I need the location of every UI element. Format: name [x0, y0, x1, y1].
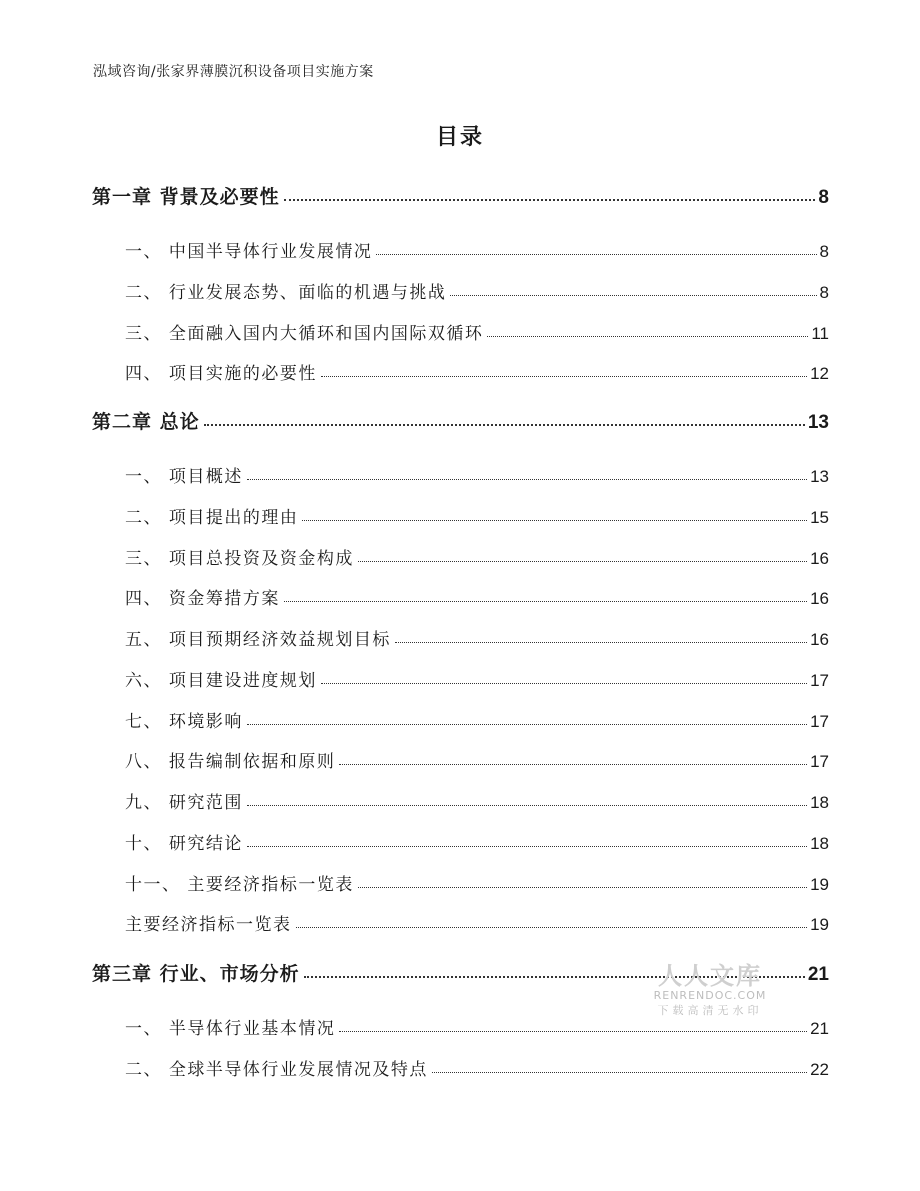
leader-dots	[302, 519, 807, 521]
toc-entry-page: 18	[810, 834, 829, 853]
toc-entry-2-table[interactable]	[125, 910, 829, 935]
toc-entry-label: 二、 项目提出的理由	[125, 508, 299, 528]
toc-entry-label: 三、 项目总投资及资金构成	[125, 549, 354, 569]
toc-entry-label: 二、 行业发展态势、面临的机遇与挑战	[125, 283, 447, 303]
toc-entry-page: 13	[810, 467, 829, 486]
leader-dots	[395, 641, 807, 643]
leader-dots	[296, 926, 808, 928]
toc-entry-page: 22	[810, 1060, 829, 1079]
toc-entry-1-2[interactable]	[125, 278, 829, 303]
leader-dots	[204, 423, 805, 426]
toc-entry-2-9[interactable]	[125, 788, 829, 813]
toc-entry-page: 8	[819, 242, 829, 261]
toc-entry-2-3[interactable]	[125, 544, 829, 569]
leader-dots	[450, 294, 816, 296]
toc-entry-label: 第一章 背景及必要性	[92, 186, 280, 208]
toc-entry-2-7[interactable]	[125, 707, 829, 732]
toc-entry-label: 主要经济指标一览表	[125, 915, 292, 935]
toc-entry-label: 第三章 行业、市场分析	[92, 963, 300, 985]
watermark-logo-text: 人人文库	[658, 962, 762, 990]
toc-entry-label: 四、 项目实施的必要性	[125, 364, 317, 384]
watermark	[640, 956, 780, 1018]
toc-entry-label: 四、 资金筹措方案	[125, 589, 280, 609]
toc-entry-page: 16	[810, 630, 829, 649]
watermark-tagline: 下载高清无水印	[657, 1004, 763, 1017]
toc-entry-2-6[interactable]	[125, 666, 829, 691]
leader-dots	[247, 723, 807, 725]
toc-entry-label: 九、 研究范围	[125, 793, 243, 813]
toc-entry-2-1[interactable]	[125, 462, 829, 487]
toc-entry-page: 17	[810, 752, 829, 771]
toc-entry-chapter-1[interactable]	[92, 182, 829, 209]
toc-entry-2-8[interactable]	[125, 747, 829, 772]
watermark-site: RENRENDOC.COM	[653, 989, 767, 1002]
toc-entry-chapter-2[interactable]	[92, 407, 829, 434]
toc-entry-label: 二、 全球半导体行业发展情况及特点	[125, 1060, 428, 1080]
toc-entry-page: 21	[807, 964, 829, 985]
toc-entry-page: 15	[810, 508, 829, 527]
toc-entry-label: 八、 报告编制依据和原则	[125, 752, 336, 772]
toc-entry-1-4[interactable]	[125, 359, 829, 384]
toc-entry-page: 19	[810, 875, 829, 894]
toc-entry-2-2[interactable]	[125, 503, 829, 528]
toc-entry-2-5[interactable]	[125, 625, 829, 650]
toc-entry-page: 21	[810, 1019, 829, 1038]
toc-entry-label: 六、 项目建设进度规划	[125, 671, 317, 691]
toc-entry-page: 19	[810, 915, 829, 934]
toc-entry-2-10[interactable]	[125, 829, 829, 854]
leader-dots	[339, 763, 807, 765]
toc-entry-label: 一、 中国半导体行业发展情况	[125, 242, 373, 262]
leader-dots	[284, 198, 816, 201]
toc-entry-page: 11	[811, 324, 829, 343]
toc-entry-1-3[interactable]	[125, 319, 829, 344]
toc-entry-2-4[interactable]	[125, 584, 829, 609]
leader-dots	[432, 1071, 807, 1073]
toc-entry-label: 第二章 总论	[92, 411, 200, 433]
toc-entry-label: 三、 全面融入国内大循环和国内国际双循环	[125, 324, 484, 344]
leader-dots	[247, 478, 807, 480]
leader-dots	[358, 560, 807, 562]
toc-entry-page: 17	[810, 671, 829, 690]
toc-entry-label: 十一、 主要经济指标一览表	[125, 875, 354, 895]
toc-entry-label: 七、 环境影响	[125, 712, 243, 732]
toc-entry-2-11[interactable]	[125, 870, 829, 895]
toc-entry-label: 十、 研究结论	[125, 834, 243, 854]
toc-entry-label: 一、 项目概述	[125, 467, 243, 487]
toc-entry-page: 8	[819, 283, 829, 302]
leader-dots	[321, 375, 807, 377]
leader-dots	[247, 804, 807, 806]
toc-title: 目录	[435, 125, 484, 150]
leader-dots	[487, 335, 808, 337]
toc-entry-page: 13	[807, 412, 829, 433]
leader-dots	[339, 1030, 807, 1032]
toc-entry-label: 五、 项目预期经济效益规划目标	[125, 630, 391, 650]
leader-dots	[358, 886, 807, 888]
leader-dots	[376, 253, 816, 255]
toc-entry-1-1[interactable]	[125, 237, 829, 262]
toc-entry-page: 8	[818, 187, 829, 208]
toc-entry-page: 16	[810, 549, 829, 568]
toc-entry-3-2[interactable]	[125, 1055, 829, 1080]
toc-entry-page: 17	[810, 712, 829, 731]
leader-dots	[247, 845, 807, 847]
leader-dots	[321, 682, 807, 684]
toc-entry-page: 12	[810, 364, 829, 383]
page-header: 泓域咨询/张家界薄膜沉积设备项目实施方案	[93, 64, 374, 80]
toc-entry-page: 16	[810, 589, 829, 608]
toc-entry-label: 一、 半导体行业基本情况	[125, 1019, 336, 1039]
toc-entry-page: 18	[810, 793, 829, 812]
leader-dots	[284, 600, 807, 602]
